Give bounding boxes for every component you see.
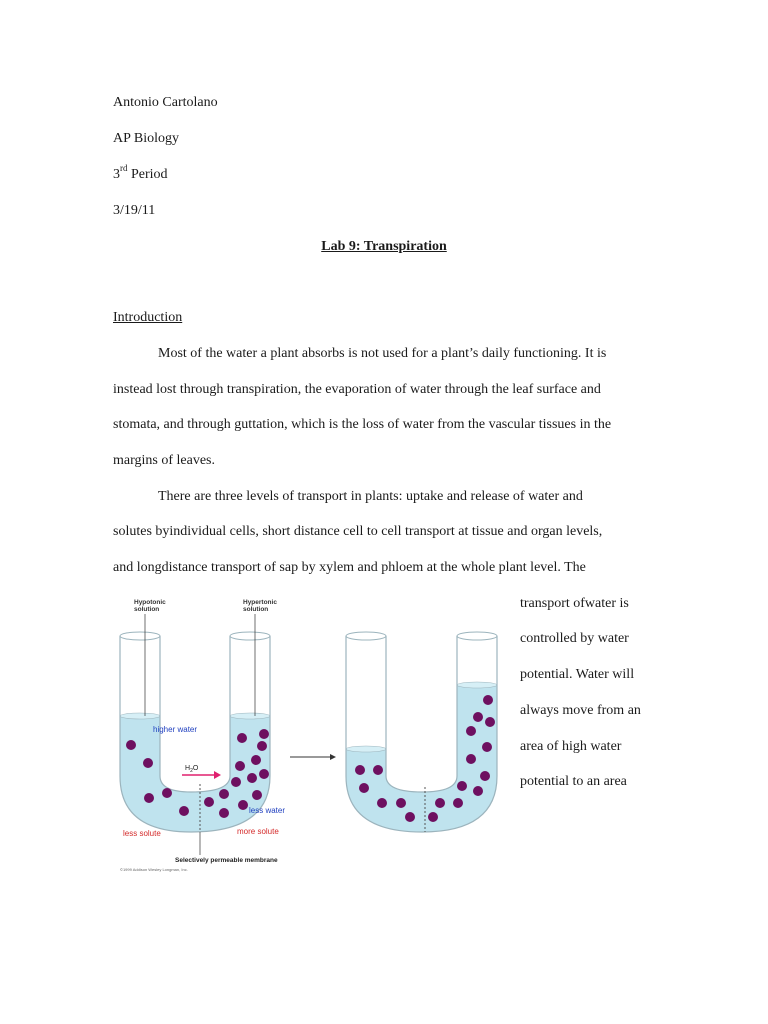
osmosis-u-tube-figure [112, 592, 512, 877]
transition-arrow-icon [290, 754, 336, 760]
label-higher-water: higher water [153, 725, 198, 734]
paragraph2-line: and longdistance transport of sap by xylem and phloem at the whole plant level. The [113, 560, 586, 575]
side-text-line: potential to an area [520, 774, 627, 789]
side-text-line: transport ofwater is [520, 596, 629, 611]
label-hypotonic: Hypotonic solution [134, 599, 166, 613]
side-text-line: always move from an [520, 703, 641, 718]
side-text-line: area of high water [520, 739, 622, 754]
paragraph1-line: instead lost through transpiration, the evaporation of water through the leaf surface and [113, 382, 601, 397]
paragraph2-line: solutes byindividual cells, short distance cell to cell transport at tissue and organ levels, [113, 524, 603, 539]
period-ordinal: rd [120, 163, 128, 174]
label-h2o: $H_2O$ [185, 765, 199, 774]
period-word: Period [131, 167, 168, 182]
label-less-solute: less solute [123, 829, 161, 838]
label-less-water: less water [249, 806, 286, 815]
period-number: 3 [113, 167, 120, 182]
paragraph1-line: Most of the water a plant absorbs is not used for a plant’s daily functioning. It is [158, 346, 607, 361]
u-tube-before [120, 599, 285, 872]
figure-copyright: ©1999 Addison Wesley Longman, Inc. [120, 867, 188, 872]
side-text-line: controlled by water [520, 631, 629, 646]
paragraph2-line: There are three levels of transport in plants: uptake and release of water and [158, 489, 583, 504]
label-hypertonic: Hypertonic solution [243, 599, 277, 613]
paragraph1-line: stomata, and through guttation, which is the loss of water from the vascular tissues in the [113, 417, 612, 432]
author-name: Antonio Cartolano [113, 95, 218, 110]
side-text-line: potential. Water will [520, 667, 635, 682]
class-period [113, 163, 168, 184]
paragraph1-line: margins of leaves. [113, 453, 215, 468]
document-title: Lab 9: Transpiration [321, 239, 447, 254]
label-more-solute: more solute [237, 827, 279, 836]
section-heading-introduction: Introduction [113, 310, 183, 325]
u-tube-after [346, 632, 497, 832]
report-date: 3/19/11 [113, 203, 156, 218]
course-name: AP Biology [113, 131, 179, 146]
label-membrane: Selectively permeable membrane [175, 857, 278, 864]
